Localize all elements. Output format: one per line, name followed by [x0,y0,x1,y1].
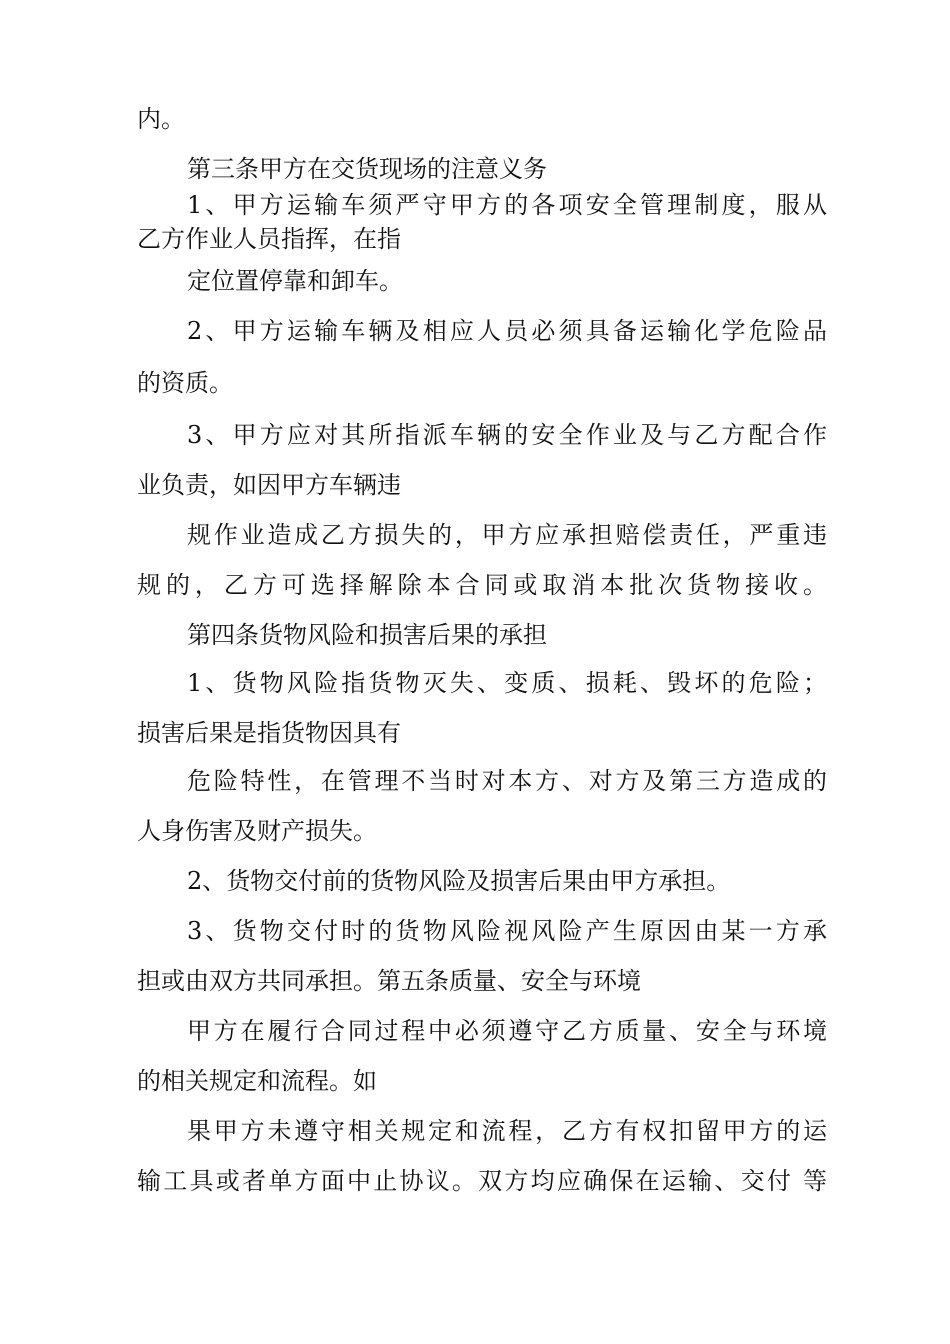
text-line-15: 危险特性，在管理不当时对本方、对方及第三方造成的 [187,767,827,795]
text-line-16: 人身伤害及财产损失。 [137,817,377,845]
text-line-8: 3、甲方应对其所指派车辆的安全作业及与乙方配合作 [187,421,827,449]
text-line-6: 2、甲方运输车辆及相应人员必须具备运输化学危险品 [187,317,827,345]
text-line-22: 果甲方未遵守相关规定和流程，乙方有权扣留甲方的运 [187,1117,827,1145]
text-line-5: 定位置停靠和卸车。 [187,267,403,295]
text-line-10: 规作业造成乙方损失的，甲方应承担赔偿责任，严重违 [187,521,827,549]
text-line-11: 规的，乙方可选择解除本合同或取消本批次货物接收。 [137,571,827,599]
text-line-13: 1、货物风险指货物灭失、变质、损耗、毁坏的危险； [187,669,827,697]
text-line-21: 的相关规定和流程。如 [137,1067,377,1095]
text-line-17: 2、货物交付前的货物风险及损害后果由甲方承担。 [187,867,731,895]
text-line-3: 1、甲方运输车须严守甲方的各项安全管理制度，服从 [187,191,827,219]
text-line-14: 损害后果是指货物因具有 [137,719,401,747]
text-line-7: 的资质。 [137,369,233,397]
article-3-heading: 第三条甲方在交货现场的注意义务 [187,155,547,183]
text-line-20: 甲方在履行合同过程中必须遵守乙方质量、安全与环境 [187,1017,827,1045]
text-line-19: 担或由双方共同承担。第五条质量、安全与环境 [137,967,641,995]
article-4-heading: 第四条货物风险和损害后果的承担 [187,621,547,649]
text-line-18: 3、货物交付时的货物风险视风险产生原因由某一方承 [187,917,827,945]
text-line-1: 内。 [137,105,185,133]
text-line-9: 业负责，如因甲方车辆违 [137,471,401,499]
text-line-23: 输工具或者单方面中止协议。双方均应确保在运输、交付 等 [137,1167,827,1195]
text-line-4: 乙方作业人员指挥，在指 [137,225,401,253]
